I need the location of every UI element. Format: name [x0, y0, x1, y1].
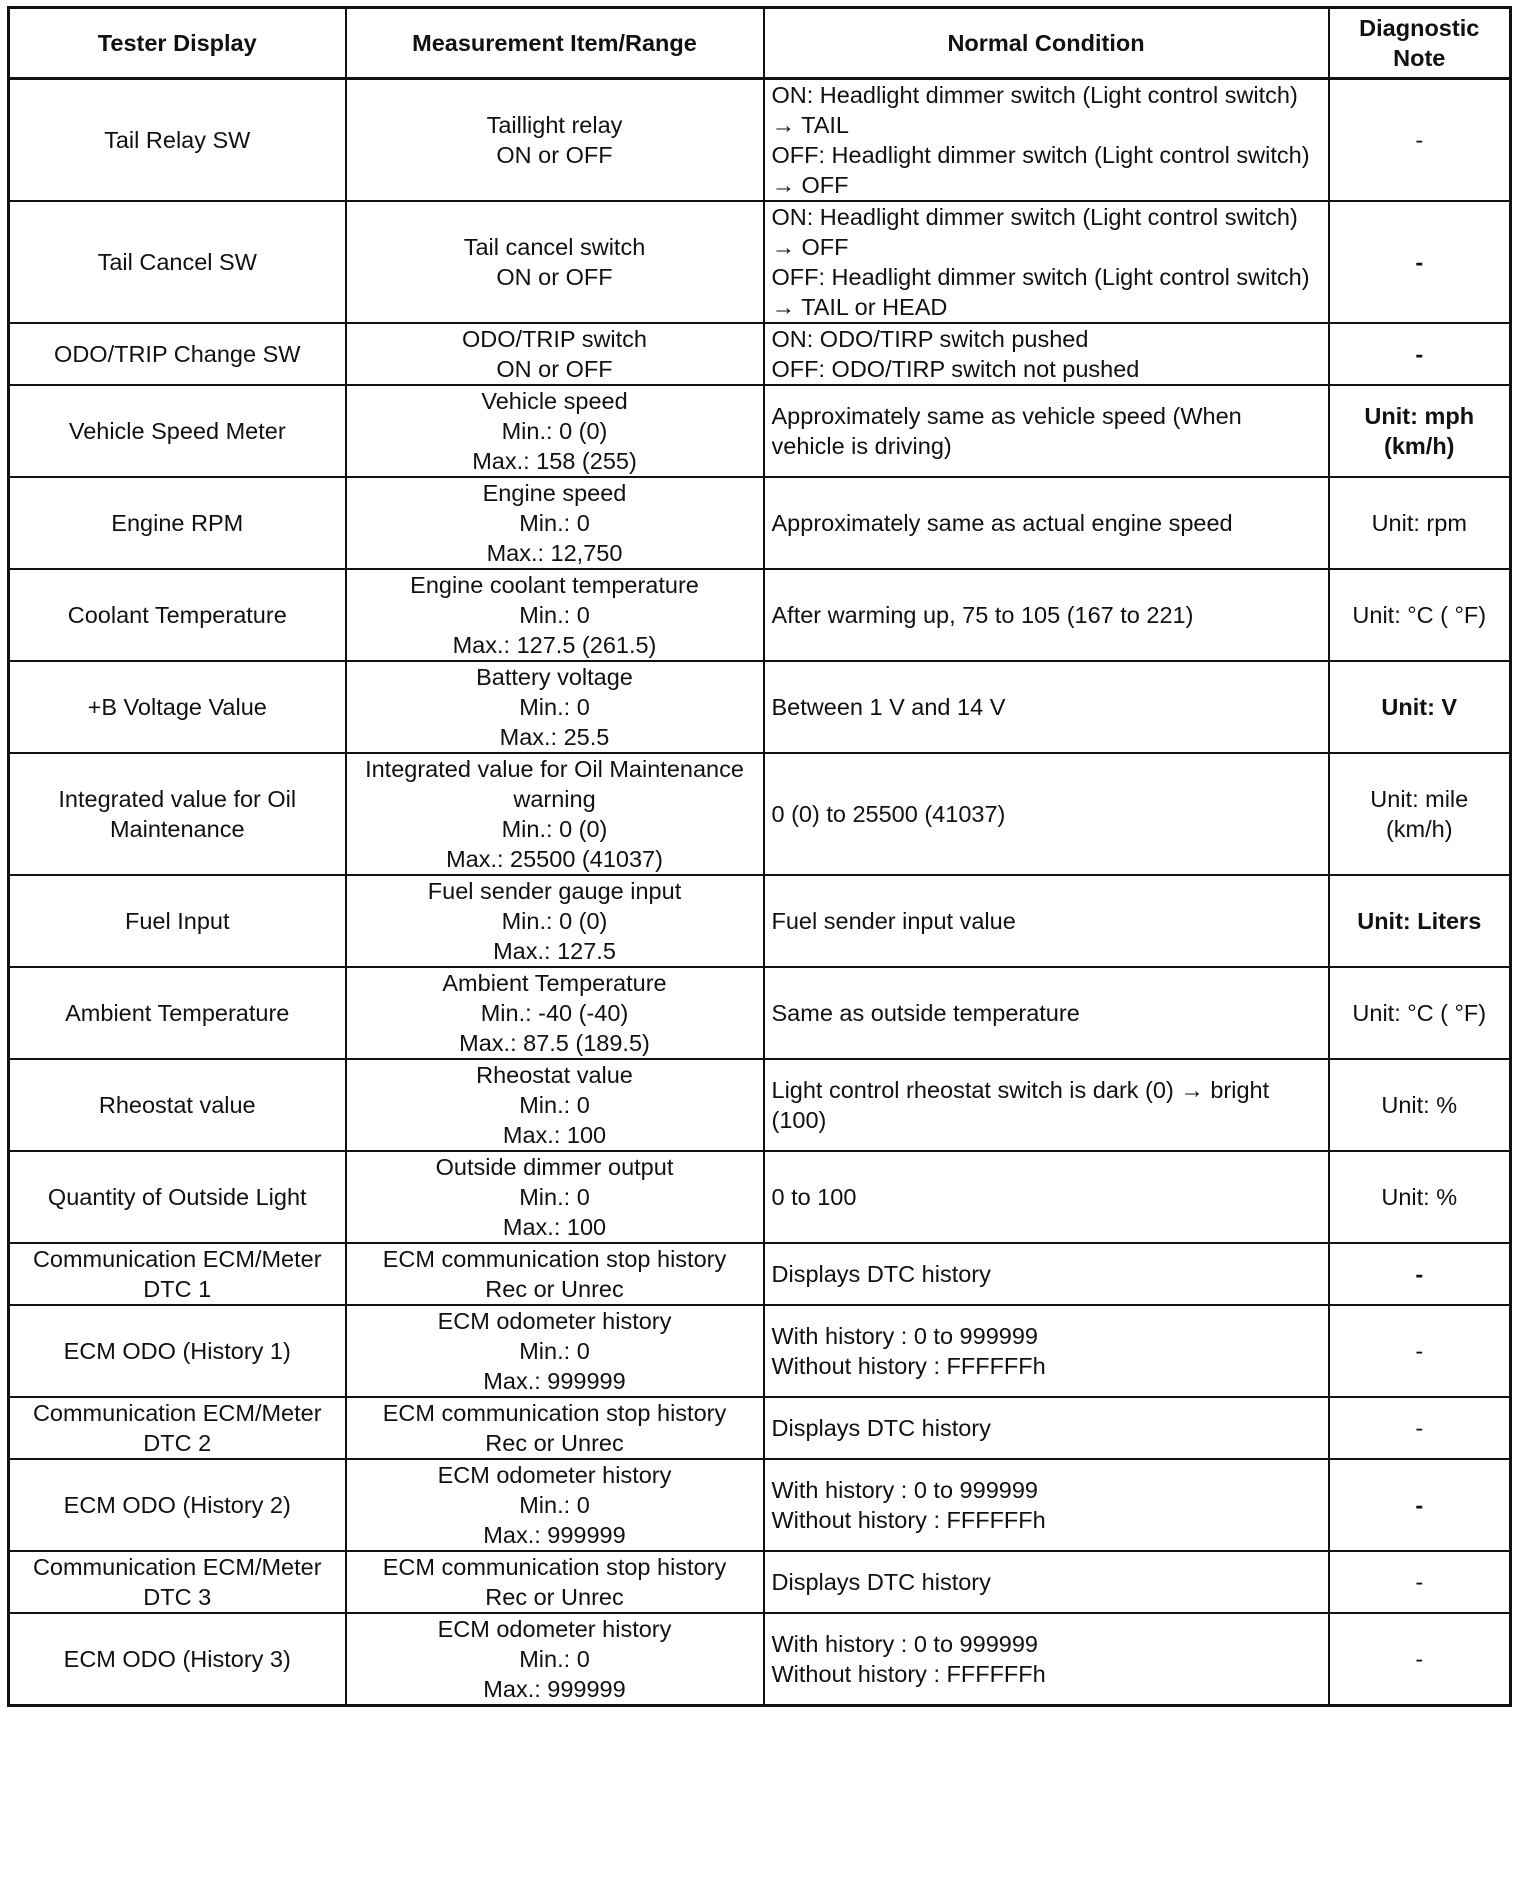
cell-measurement-line: Integrated value for Oil Maintenance warning [365, 756, 751, 812]
cell-tester-display [9, 79, 346, 202]
cell-measurement-line: Taillight relay [486, 112, 623, 138]
header-tester-display: Tester Display [9, 8, 346, 79]
cell-tester-display-line: Fuel Input [124, 908, 230, 934]
cell-measurement [346, 385, 764, 477]
table-row [9, 385, 1511, 477]
cell-diagnostic-note [1329, 875, 1511, 967]
cell-diagnostic-note-line: - [1415, 249, 1424, 275]
cell-measurement-line: ECM communication stop history [382, 1400, 727, 1426]
cell-diagnostic-note-line: (km/h) [1384, 433, 1455, 459]
cell-normal-condition [764, 1551, 1329, 1613]
cell-measurement-line: Min.: 0 [519, 510, 590, 536]
cell-normal-condition-line: OFF: Headlight dimmer switch (Light control switch) → OFF [771, 142, 1317, 198]
cell-measurement-line: ECM odometer history [437, 1616, 672, 1642]
cell-tester-display-line: Integrated value for Oil Maintenance [58, 786, 303, 842]
cell-measurement-line: Ambient Temperature [442, 970, 667, 996]
cell-measurement-line: Min.: -40 (-40) [480, 1000, 629, 1026]
table-row [9, 79, 1511, 202]
cell-measurement-line: Battery voltage [476, 664, 633, 690]
cell-tester-display [9, 1459, 346, 1551]
cell-tester-display-line: Ambient Temperature [65, 1000, 290, 1026]
cell-measurement [346, 201, 764, 323]
cell-tester-display-line: ECM ODO (History 1) [63, 1338, 291, 1364]
cell-normal-condition-line: Without history : FFFFFFh [771, 1661, 1046, 1687]
cell-tester-display [9, 1059, 346, 1151]
cell-tester-display-line: Communication ECM/Meter DTC 1 [32, 1246, 329, 1302]
cell-tester-display [9, 875, 346, 967]
cell-diagnostic-note [1329, 1613, 1511, 1706]
cell-normal-condition [764, 967, 1329, 1059]
cell-measurement-line: Min.: 0 (0) [501, 418, 608, 444]
cell-measurement-line: ON or OFF [496, 264, 613, 290]
cell-measurement-line: ON or OFF [496, 356, 613, 382]
cell-measurement-line: Engine speed [482, 480, 627, 506]
cell-tester-display [9, 753, 346, 875]
cell-measurement-line: Max.: 25.5 [499, 724, 610, 750]
table-row [9, 569, 1511, 661]
cell-tester-display-line: Rheostat value [98, 1092, 256, 1118]
cell-diagnostic-note-line: Unit: mile [1370, 786, 1469, 812]
cell-normal-condition-line: 0 (0) to 25500 (41037) [771, 801, 1006, 827]
cell-normal-condition-line: ON: Headlight dimmer switch (Light control switch) → OFF [771, 204, 1305, 260]
cell-measurement-line: Max.: 999999 [483, 1522, 626, 1548]
table-row [9, 201, 1511, 323]
cell-tester-display-line: Tail Cancel SW [97, 249, 257, 275]
cell-measurement-line: Min.: 0 [519, 1092, 590, 1118]
cell-measurement-line: Max.: 12,750 [486, 540, 623, 566]
cell-measurement-line: Max.: 25500 (41037) [446, 846, 663, 872]
cell-normal-condition-line: Displays DTC history [771, 1415, 991, 1441]
cell-measurement [346, 1613, 764, 1706]
cell-diagnostic-note [1329, 385, 1511, 477]
cell-measurement [346, 1459, 764, 1551]
cell-diagnostic-note-line: - [1415, 341, 1424, 367]
cell-normal-condition-line: Light control rheostat switch is dark (0) → bright (100) [771, 1077, 1276, 1133]
table-row [9, 1243, 1511, 1305]
cell-measurement-line: Max.: 100 [502, 1214, 607, 1240]
cell-diagnostic-note [1329, 1551, 1511, 1613]
cell-tester-display-line: Quantity of Outside Light [47, 1184, 307, 1210]
cell-normal-condition [764, 477, 1329, 569]
header-measurement-item: Measurement Item/Range [346, 8, 764, 79]
cell-normal-condition-line: Without history : FFFFFFh [771, 1507, 1046, 1533]
cell-measurement-line: Tail cancel switch [463, 234, 646, 260]
cell-normal-condition [764, 569, 1329, 661]
cell-measurement-line: Min.: 0 [519, 1184, 590, 1210]
cell-tester-display [9, 1305, 346, 1397]
cell-measurement-line: Rec or Unrec [485, 1430, 624, 1456]
cell-tester-display-line: ODO/TRIP Change SW [54, 341, 301, 367]
cell-diagnostic-note-line: Unit: % [1381, 1092, 1458, 1118]
cell-measurement-line: ODO/TRIP switch [462, 326, 647, 352]
table-body [9, 79, 1511, 1706]
cell-normal-condition [764, 1305, 1329, 1397]
cell-measurement [346, 1059, 764, 1151]
cell-normal-condition-line: With history : 0 to 999999 [771, 1477, 1038, 1503]
cell-diagnostic-note-line: - [1415, 127, 1424, 153]
document-page [7, 6, 1509, 1707]
cell-diagnostic-note-line: Unit: °C ( °F) [1352, 1000, 1487, 1026]
cell-tester-display-line: +B Voltage Value [87, 694, 267, 720]
cell-measurement-line: ECM communication stop history [382, 1554, 727, 1580]
table-row [9, 753, 1511, 875]
cell-measurement-line: Min.: 0 [519, 602, 590, 628]
cell-diagnostic-note [1329, 753, 1511, 875]
cell-tester-display [9, 661, 346, 753]
cell-tester-display-line: Engine RPM [111, 510, 244, 536]
table-row [9, 477, 1511, 569]
cell-measurement-line: Outside dimmer output [435, 1154, 674, 1180]
cell-normal-condition [764, 1243, 1329, 1305]
cell-tester-display [9, 385, 346, 477]
cell-measurement [346, 569, 764, 661]
cell-measurement-line: ECM odometer history [437, 1462, 672, 1488]
cell-tester-display-line: Communication ECM/Meter DTC 2 [32, 1400, 329, 1456]
cell-tester-display-line: ECM ODO (History 2) [63, 1492, 291, 1518]
cell-tester-display [9, 1243, 346, 1305]
cell-tester-display-line: Communication ECM/Meter DTC 3 [32, 1554, 329, 1610]
cell-normal-condition [764, 79, 1329, 202]
cell-normal-condition-line: Without history : FFFFFFh [771, 1353, 1046, 1379]
cell-normal-condition-line: Fuel sender input value [771, 908, 1016, 934]
cell-measurement [346, 753, 764, 875]
cell-measurement-line: Min.: 0 [519, 1338, 590, 1364]
cell-diagnostic-note [1329, 1059, 1511, 1151]
cell-normal-condition [764, 1059, 1329, 1151]
cell-tester-display [9, 477, 346, 569]
cell-measurement-line: Rheostat value [476, 1062, 633, 1088]
cell-diagnostic-note [1329, 569, 1511, 661]
cell-normal-condition [764, 385, 1329, 477]
table-row [9, 1613, 1511, 1706]
cell-normal-condition-line: OFF: ODO/TIRP switch not pushed [771, 356, 1140, 382]
cell-normal-condition-line: Between 1 V and 14 V [771, 694, 1006, 720]
cell-measurement-line: Fuel sender gauge input [427, 878, 682, 904]
cell-measurement-line: Max.: 87.5 (189.5) [459, 1030, 650, 1056]
cell-diagnostic-note-line: Unit: mph [1364, 403, 1475, 429]
cell-normal-condition [764, 1151, 1329, 1243]
cell-diagnostic-note-line: Unit: V [1381, 694, 1458, 720]
cell-diagnostic-note [1329, 661, 1511, 753]
cell-measurement-line: Max.: 158 (255) [472, 448, 637, 474]
cell-measurement-line: Min.: 0 (0) [501, 908, 608, 934]
cell-measurement-line: Min.: 0 [519, 694, 590, 720]
cell-tester-display-line: Coolant Temperature [67, 602, 287, 628]
cell-normal-condition-line: After warming up, 75 to 105 (167 to 221) [771, 602, 1194, 628]
cell-measurement [346, 1551, 764, 1613]
cell-diagnostic-note-line: - [1415, 1492, 1424, 1518]
cell-measurement-line: ECM odometer history [437, 1308, 672, 1334]
table-row [9, 1397, 1511, 1459]
cell-measurement-line: Engine coolant temperature [410, 572, 699, 598]
cell-normal-condition [764, 875, 1329, 967]
cell-diagnostic-note [1329, 1397, 1511, 1459]
cell-normal-condition [764, 1613, 1329, 1706]
cell-normal-condition [764, 323, 1329, 385]
cell-measurement-line: Max.: 999999 [483, 1368, 626, 1394]
tester-data-table [7, 6, 1512, 1707]
table-row [9, 967, 1511, 1059]
cell-tester-display [9, 201, 346, 323]
cell-diagnostic-note-line: Unit: °C ( °F) [1352, 602, 1487, 628]
cell-normal-condition-line: ON: Headlight dimmer switch (Light control switch) → TAIL [771, 82, 1305, 138]
cell-measurement-line: Max.: 127.5 (261.5) [452, 632, 657, 658]
cell-diagnostic-note-line: - [1415, 1646, 1424, 1672]
cell-diagnostic-note [1329, 1459, 1511, 1551]
cell-measurement-line: Rec or Unrec [485, 1276, 624, 1302]
cell-diagnostic-note [1329, 201, 1511, 323]
cell-diagnostic-note-line: - [1415, 1261, 1424, 1287]
cell-diagnostic-note [1329, 1243, 1511, 1305]
cell-normal-condition-line: Same as outside temperature [771, 1000, 1080, 1026]
cell-diagnostic-note [1329, 79, 1511, 202]
cell-tester-display [9, 1151, 346, 1243]
cell-measurement [346, 323, 764, 385]
cell-tester-display [9, 323, 346, 385]
cell-measurement [346, 875, 764, 967]
cell-diagnostic-note [1329, 477, 1511, 569]
cell-normal-condition-line: With history : 0 to 999999 [771, 1323, 1038, 1349]
header-normal-condition: Normal Condition [764, 8, 1329, 79]
cell-measurement-line: ON or OFF [496, 142, 613, 168]
header-diagnostic-note [1329, 8, 1511, 79]
cell-tester-display [9, 967, 346, 1059]
cell-normal-condition [764, 1459, 1329, 1551]
header-diagnostic-note-text: Diagnostic Note [1359, 15, 1486, 71]
cell-measurement-line: Min.: 0 [519, 1492, 590, 1518]
table-row [9, 1059, 1511, 1151]
cell-normal-condition-line: Displays DTC history [771, 1569, 991, 1595]
header-row [9, 8, 1511, 79]
cell-normal-condition-line: OFF: Headlight dimmer switch (Light control switch) → TAIL or HEAD [771, 264, 1317, 320]
cell-measurement [346, 477, 764, 569]
cell-diagnostic-note-line: - [1415, 1569, 1424, 1595]
cell-normal-condition-line: Approximately same as actual engine speed [771, 510, 1233, 536]
cell-normal-condition [764, 661, 1329, 753]
table-row [9, 1551, 1511, 1613]
cell-measurement-line: Min.: 0 (0) [501, 816, 608, 842]
cell-measurement [346, 1243, 764, 1305]
cell-measurement [346, 967, 764, 1059]
cell-tester-display-line: Tail Relay SW [104, 127, 251, 153]
cell-measurement-line: Min.: 0 [519, 1646, 590, 1672]
cell-diagnostic-note-line: Unit: rpm [1371, 510, 1467, 536]
cell-measurement-line: Vehicle speed [481, 388, 628, 414]
cell-diagnostic-note-line: Unit: % [1381, 1184, 1458, 1210]
cell-measurement-line: Rec or Unrec [485, 1584, 624, 1610]
cell-measurement-line: Max.: 100 [502, 1122, 607, 1148]
cell-measurement-line: Max.: 999999 [483, 1676, 626, 1702]
cell-diagnostic-note-line: Unit: Liters [1357, 908, 1482, 934]
cell-diagnostic-note-line: - [1415, 1415, 1424, 1441]
cell-diagnostic-note [1329, 1305, 1511, 1397]
cell-normal-condition [764, 753, 1329, 875]
cell-diagnostic-note [1329, 1151, 1511, 1243]
table-row [9, 1459, 1511, 1551]
cell-normal-condition-line: With history : 0 to 999999 [771, 1631, 1038, 1657]
cell-measurement-line: ECM communication stop history [382, 1246, 727, 1272]
cell-normal-condition-line: Displays DTC history [771, 1261, 991, 1287]
cell-normal-condition-line: ON: ODO/TIRP switch pushed [771, 326, 1089, 352]
cell-measurement [346, 79, 764, 202]
cell-tester-display-line: ECM ODO (History 3) [63, 1646, 291, 1672]
cell-diagnostic-note-line: (km/h) [1385, 816, 1453, 842]
cell-normal-condition [764, 201, 1329, 323]
cell-measurement [346, 661, 764, 753]
cell-normal-condition [764, 1397, 1329, 1459]
table-row [9, 875, 1511, 967]
cell-tester-display [9, 1613, 346, 1706]
cell-normal-condition-line: 0 to 100 [771, 1184, 857, 1210]
table-row [9, 1151, 1511, 1243]
table-row [9, 661, 1511, 753]
cell-normal-condition-line: Approximately same as vehicle speed (When vehicle is driving) [771, 403, 1249, 459]
cell-measurement-line: Max.: 127.5 [493, 938, 616, 964]
cell-diagnostic-note [1329, 323, 1511, 385]
cell-diagnostic-note [1329, 967, 1511, 1059]
cell-measurement [346, 1397, 764, 1459]
table-row [9, 1305, 1511, 1397]
cell-measurement [346, 1305, 764, 1397]
cell-measurement [346, 1151, 764, 1243]
cell-tester-display [9, 1551, 346, 1613]
cell-tester-display [9, 569, 346, 661]
table-header [9, 8, 1511, 79]
cell-tester-display-line: Vehicle Speed Meter [68, 418, 286, 444]
cell-tester-display [9, 1397, 346, 1459]
cell-diagnostic-note-line: - [1415, 1338, 1424, 1364]
table-row [9, 323, 1511, 385]
